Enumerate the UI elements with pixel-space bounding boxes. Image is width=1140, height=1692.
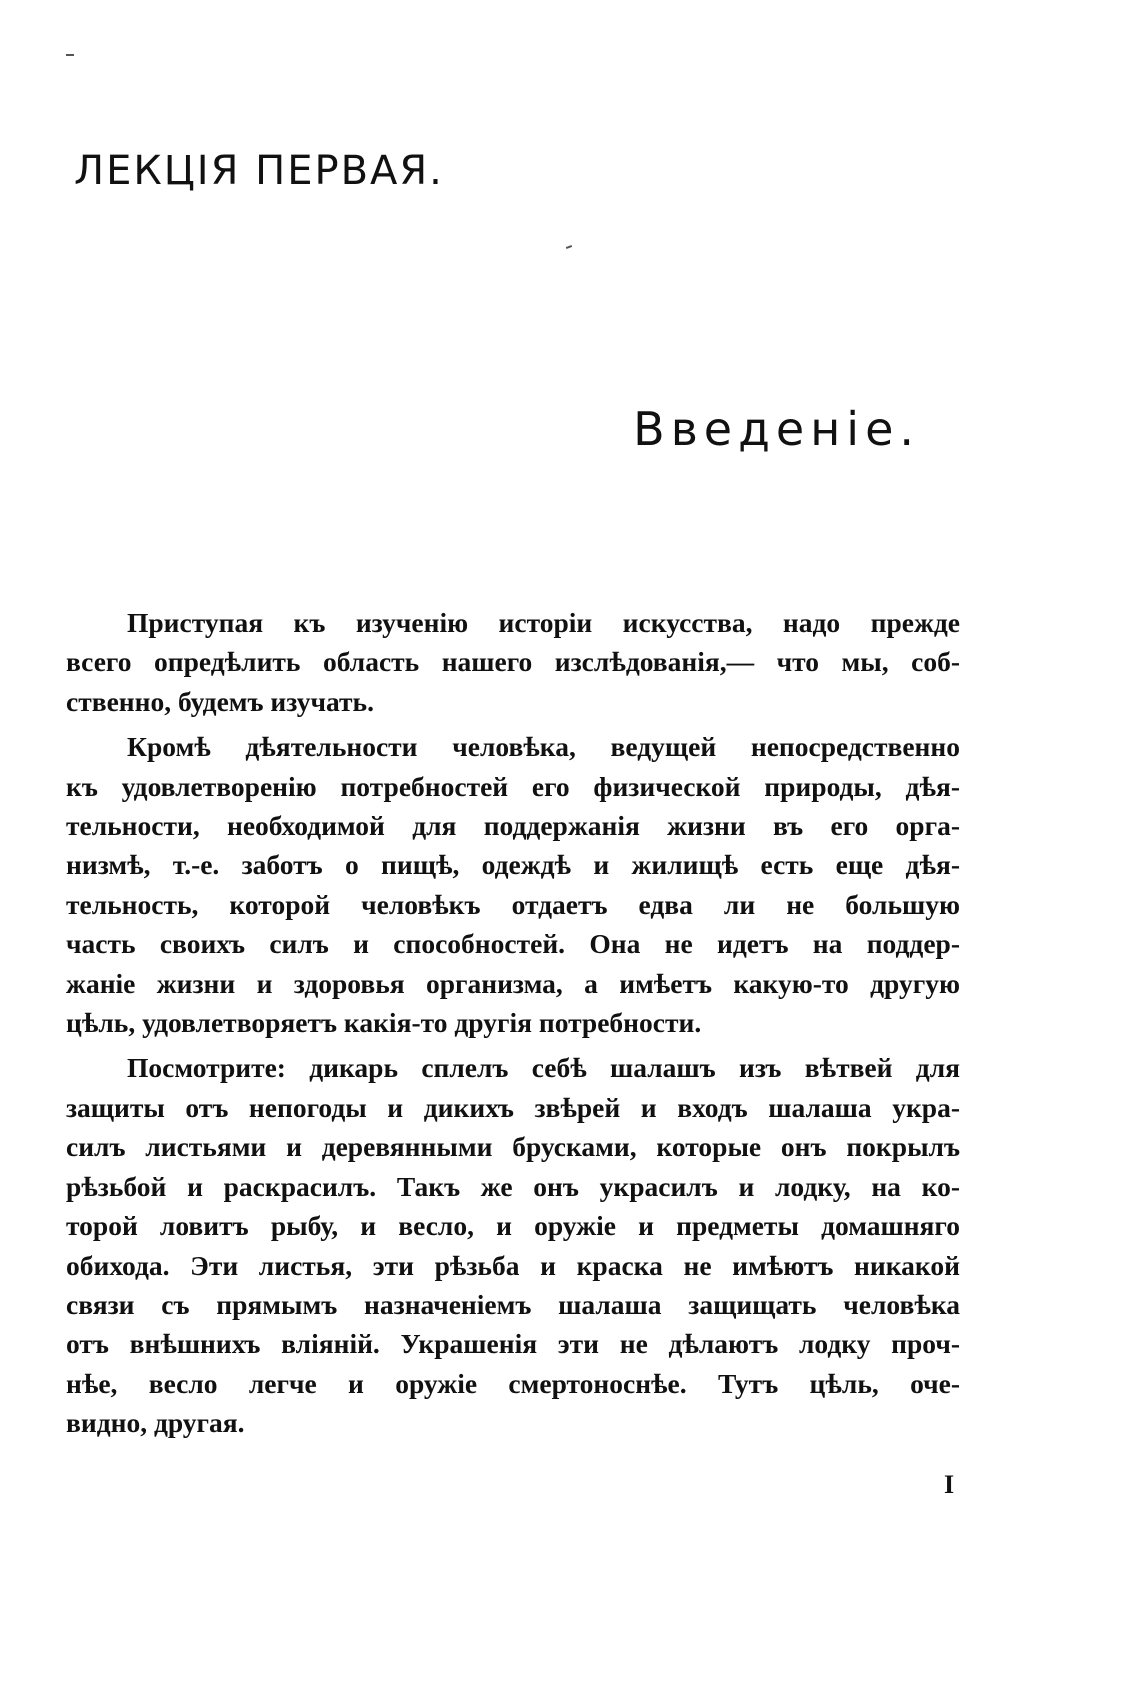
text-line: рѣзьбой и раскрасилъ. Такъ же онъ украсилъ и лодку, на ко- (66, 1170, 960, 1202)
text-line: отъ внѣшнихъ вліяній. Украшенія эти не дѣлаютъ лодку проч- (66, 1328, 960, 1360)
page-number: I (944, 1470, 955, 1499)
body-text (66, 603, 960, 1449)
text-line: цѣль, удовлетворяетъ какія-то другія потребности. (66, 1007, 702, 1039)
print-speck (66, 54, 74, 56)
text-line: силъ листьями и деревянными брусками, которые онъ покрылъ (66, 1131, 960, 1163)
text-line: обихода. Эти листья, эти рѣзьба и краска не имѣютъ никакой (66, 1249, 960, 1281)
print-speck (566, 245, 572, 249)
text-line: связи съ прямымъ назначеніемъ шалаша защищать человѣка (66, 1288, 960, 1320)
text-line: всего опредѣлить область нашего изслѣдованія,— что мы, соб- (66, 646, 960, 678)
text-line: Кромѣ дѣятельности человѣка, ведущей непосредственно (127, 731, 960, 763)
paragraph-2 (66, 727, 960, 1042)
text-line: тельности, необходимой для поддержанія жизни въ его орга- (66, 810, 960, 842)
text-line: нѣе, весло легче и оружіе смертоноснѣе. Тутъ цѣль, оче- (66, 1367, 960, 1399)
text-line: Приступая къ изученію исторіи искусства, надо прежде (127, 607, 960, 638)
text-line: видно, другая. (66, 1407, 245, 1439)
text-line: часть своихъ силъ и способностей. Она не идетъ на поддер- (66, 928, 960, 960)
text-line: низмѣ, т.-е. заботъ о пищѣ, одеждѣ и жилищѣ есть еще дѣя- (66, 849, 960, 881)
text-line: тельность, которой человѣкъ отдаетъ едва ли не большую (66, 888, 960, 920)
text-line: ственно, будемъ изучать. (66, 685, 374, 717)
section-title: Введеніе. (633, 402, 920, 456)
text-line: торой ловитъ рыбу, и весло, и оружіе и предметы домашняго (66, 1210, 960, 1242)
paragraph-1 (66, 603, 960, 721)
lecture-title: ЛЕКЦІЯ ПЕРВАЯ. (74, 148, 444, 194)
text-line: жаніе жизни и здоровья организма, а имѣетъ какую-то другую (66, 967, 960, 999)
text-line: Посмотрите: дикарь сплелъ себѣ шалашъ изъ вѣтвей для (127, 1052, 960, 1084)
text-line: защиты отъ непогоды и дикихъ звѣрей и входъ шалаша укра- (66, 1091, 960, 1123)
text-line: къ удовлетворенію потребностей его физической природы, дѣя- (66, 770, 960, 802)
paragraph-3 (66, 1048, 960, 1442)
